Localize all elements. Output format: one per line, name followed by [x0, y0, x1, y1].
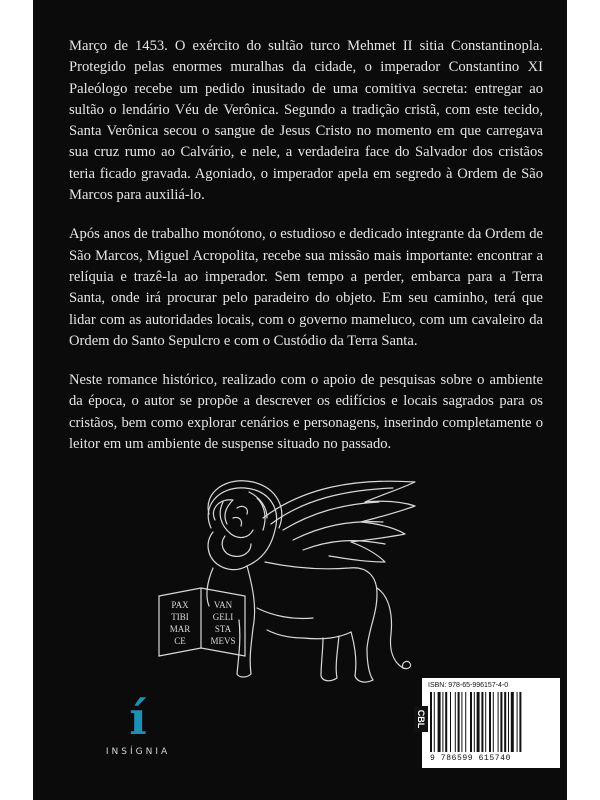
book-text-2: VAN	[213, 600, 233, 610]
publisher-logo	[93, 691, 183, 770]
book-text-6: STA	[214, 624, 232, 634]
synopsis-paragraph-1: Março de 1453. O exército do sultão turco Mehmet II sitia Constantinopla. Protegido pelas enormes muralhas da cidade, o imperador Constantino XI Paleólogo recebe um pedido inusitado de uma comitiva secreta: entregar ao sultão o lendário Véu de Verônica. Segundo a tradição cristã, com este tecido, Santa Verônica secou o sangue de Jesus Cristo no momento em que carregava sua cruz rumo ao Calvário, e nele, a verdadeira face do Salvador dos cristãos teria ficado gravada. Agoniado, o imperador apela em segredo à Ordem de São Marcos para auxiliá-lo.	[69, 38, 543, 204]
isbn-label: ISBN: 978-65-996157-4-0	[428, 682, 509, 689]
book-text-4: GELI	[212, 612, 234, 622]
synopsis-text	[69, 36, 543, 473]
synopsis-paragraph-2: Após anos de trabalho monótono, o estudioso e dedicado integrante da Ordem de São Marcos, Miguel Acropolita, recebe sua missão mais importante: encontrar a relíquia e trazê-la ao imperador. Sem tempo a perder, embarca para a Terra Santa, onde irá procurar pelo paradeiro do objeto. Em seu caminho, terá que lidar com as autoridades locais, com o governo mameluco, com um cavaleiro da Ordem do Santo Sepulcro e com o Custódio da Terra Santa.	[69, 226, 543, 349]
winged-lion-icon	[153, 478, 423, 698]
cbl-badge: CBL	[414, 706, 428, 732]
book-text-7: CE	[174, 636, 186, 646]
publisher-name: INSÍGNIA	[105, 747, 171, 757]
isbn-barcode	[416, 678, 560, 768]
back-cover	[33, 0, 567, 800]
barcode-digits: 9 786599 615740	[430, 754, 512, 763]
barcode-bars	[428, 692, 554, 752]
book-text-3: TIBI	[171, 612, 189, 622]
book-text-5: MAR	[169, 624, 191, 634]
publisher-mark: í	[129, 691, 147, 745]
synopsis-paragraph-3: Neste romance histórico, realizado com o apoio de pesquisas sobre o ambiente da época, o autor se propõe a descrever os edifícios e locais sagrados para os cristãos, bem como explorar cenários e personagens, inserindo completamente o leitor em um ambiente de suspense situado no passado.	[69, 372, 543, 453]
book-text-8: MEVS	[210, 636, 236, 646]
book-text-1: PAX	[171, 600, 189, 610]
